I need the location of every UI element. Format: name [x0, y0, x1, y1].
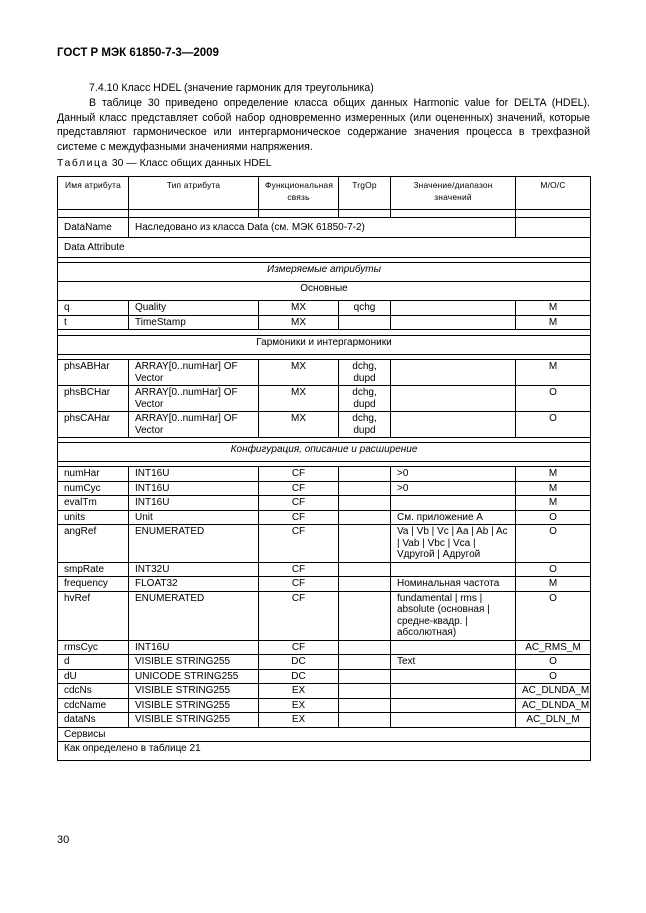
cell: AC_RMS_M [516, 640, 591, 655]
cell [391, 684, 516, 699]
cell: Va | Vb | Vc | Aa | Ab | Ac | Vab | Vbc | Vca | Vдругой | Aдругой [391, 525, 516, 563]
col-header: Имя атрибута [58, 177, 129, 210]
table-row [58, 481, 591, 496]
table-row [58, 412, 591, 438]
table-row [58, 301, 591, 316]
cell: ARRAY[0..numHar] OF Vector [129, 360, 259, 386]
cell: Номинальная частота [391, 577, 516, 592]
cell: cdcName [58, 698, 129, 713]
cell: AC_DLNDA_M [516, 684, 591, 699]
cell: phsBCHar [58, 386, 129, 412]
cell [391, 360, 516, 386]
cell [339, 562, 391, 577]
cell: Text [391, 655, 516, 670]
cell: phsABHar [58, 360, 129, 386]
cell [339, 525, 391, 563]
cell: dchg, dupd [339, 386, 391, 412]
cell [339, 669, 391, 684]
cell: M [516, 577, 591, 592]
cell: CF [259, 577, 339, 592]
cell: O [516, 510, 591, 525]
cell: O [516, 412, 591, 438]
caption-text: 30 — Класс общих данных HDEL [111, 158, 272, 169]
cell: ENUMERATED [129, 525, 259, 563]
cell: d [58, 655, 129, 670]
table-row [58, 577, 591, 592]
section-basic: Основные [58, 282, 591, 301]
cell [339, 577, 391, 592]
cell [391, 640, 516, 655]
cell: MX [259, 386, 339, 412]
cell [339, 315, 391, 330]
cell: DC [259, 669, 339, 684]
cell: M [516, 481, 591, 496]
cell: frequency [58, 577, 129, 592]
table-row [58, 713, 591, 728]
cell: CF [259, 640, 339, 655]
table-row [58, 525, 591, 563]
cell [339, 496, 391, 511]
table-row [58, 315, 591, 330]
cell: >0 [391, 467, 516, 482]
caption-label: Таблица [57, 158, 109, 169]
cell: O [516, 655, 591, 670]
table-row [58, 467, 591, 482]
cell [391, 386, 516, 412]
cell: dchg, dupd [339, 360, 391, 386]
cell: EX [259, 713, 339, 728]
cell: O [516, 591, 591, 640]
table-row [58, 684, 591, 699]
cell: ARRAY[0..numHar] OF Vector [129, 412, 259, 438]
cell: VISIBLE STRING255 [129, 655, 259, 670]
cell: dchg, dupd [339, 412, 391, 438]
col-header: Значение/диапазон значений [391, 177, 516, 210]
cell: M [516, 315, 591, 330]
cell: VISIBLE STRING255 [129, 713, 259, 728]
table-row [58, 360, 591, 386]
cell [516, 218, 591, 238]
cell: cdcNs [58, 684, 129, 699]
table-row [58, 386, 591, 412]
cell: ENUMERATED [129, 591, 259, 640]
col-header: Функциональная связь [259, 177, 339, 210]
cell: M [516, 467, 591, 482]
cell: CF [259, 467, 339, 482]
cell [339, 698, 391, 713]
cell [339, 467, 391, 482]
cell: AC_DLN_M [516, 713, 591, 728]
cell: M [516, 360, 591, 386]
cell: Unit [129, 510, 259, 525]
cell [339, 640, 391, 655]
cell: INT32U [129, 562, 259, 577]
cell [391, 713, 516, 728]
cell [391, 669, 516, 684]
cell: CF [259, 481, 339, 496]
cell: hvRef [58, 591, 129, 640]
cell: Quality [129, 301, 259, 316]
col-header: M/O/C [516, 177, 591, 210]
cell: DataName [58, 218, 129, 238]
cell: VISIBLE STRING255 [129, 684, 259, 699]
col-header: TrgOp [339, 177, 391, 210]
table-row [58, 655, 591, 670]
cell: AC_DLNDA_M [516, 698, 591, 713]
cell: phsCAHar [58, 412, 129, 438]
table-row [58, 698, 591, 713]
dataname-row [58, 218, 591, 238]
table-row [58, 669, 591, 684]
cell: INT16U [129, 496, 259, 511]
table-row [58, 496, 591, 511]
cell [391, 412, 516, 438]
cell [339, 684, 391, 699]
cell: units [58, 510, 129, 525]
cell: CF [259, 525, 339, 563]
cell: O [516, 525, 591, 563]
cell [391, 315, 516, 330]
cell [339, 655, 391, 670]
cell: INT16U [129, 640, 259, 655]
cell: O [516, 386, 591, 412]
section-text: В таблице 30 приведено определение класса общих данных Harmonic value for DELTA (HDEL). Данный класс представляет собой набор одновременно измеренных (или оцененных) значений, которые представляют гармоническое или интергармоническое содержание значения процесса в трехфазной системе с междуфазными значениями напряжения. [57, 97, 590, 153]
data-attribute-label: Data Attribute [58, 238, 591, 258]
cell: MX [259, 301, 339, 316]
cell: dataNs [58, 713, 129, 728]
cell [391, 562, 516, 577]
hdel-table [57, 176, 591, 761]
cell: O [516, 562, 591, 577]
cell [339, 481, 391, 496]
cell: DC [259, 655, 339, 670]
cell: CF [259, 496, 339, 511]
cell [391, 698, 516, 713]
table-row [58, 510, 591, 525]
cell: CF [259, 562, 339, 577]
cell: MX [259, 412, 339, 438]
cell: INT16U [129, 467, 259, 482]
section-harmonics: Гармоники и интергармоники [58, 336, 591, 355]
cell: FLOAT32 [129, 577, 259, 592]
services-text: Как определено в таблице 21 [58, 742, 591, 761]
section-config: Конфигурация, описание и расширение [58, 443, 591, 462]
cell: UNICODE STRING255 [129, 669, 259, 684]
cell: t [58, 315, 129, 330]
cell: ARRAY[0..numHar] OF Vector [129, 386, 259, 412]
cell: dU [58, 669, 129, 684]
cell: fundamental | rms | absolute (основная | средне-квадр. | абсолютная) [391, 591, 516, 640]
col-header: Тип атрибута [129, 177, 259, 210]
cell: CF [259, 510, 339, 525]
section-heading: 7.4.10 Класс HDEL (значение гармоник для треугольника) [89, 82, 374, 94]
cell: EX [259, 698, 339, 713]
cell: q [58, 301, 129, 316]
document-header: ГОСТ Р МЭК 61850-7-3—2009 [57, 47, 219, 59]
cell: MX [259, 360, 339, 386]
cell: EX [259, 684, 339, 699]
table-caption [57, 158, 272, 169]
cell: evalTm [58, 496, 129, 511]
cell: smpRate [58, 562, 129, 577]
section-measured: Измеряемые атрибуты [58, 263, 591, 282]
cell [391, 496, 516, 511]
cell: MX [259, 315, 339, 330]
cell: M [516, 301, 591, 316]
cell [339, 510, 391, 525]
table-row [58, 562, 591, 577]
cell [339, 591, 391, 640]
cell: qchg [339, 301, 391, 316]
data-attribute-row [58, 238, 591, 258]
table-row [58, 640, 591, 655]
cell: numHar [58, 467, 129, 482]
cell: M [516, 496, 591, 511]
table-header-row [58, 177, 591, 210]
cell [391, 301, 516, 316]
cell: CF [259, 591, 339, 640]
cell: rmsCyc [58, 640, 129, 655]
cell: TimeStamp [129, 315, 259, 330]
cell: >0 [391, 481, 516, 496]
cell: INT16U [129, 481, 259, 496]
section-services: Сервисы [58, 727, 591, 742]
cell: VISIBLE STRING255 [129, 698, 259, 713]
spacer-row [58, 210, 591, 218]
cell [339, 713, 391, 728]
page-number: 30 [57, 834, 70, 846]
cell: Наследовано из класса Data (см. МЭК 61850-7-2) [129, 218, 516, 238]
cell: angRef [58, 525, 129, 563]
cell: numCyc [58, 481, 129, 496]
table-row [58, 591, 591, 640]
cell: См. приложение А [391, 510, 516, 525]
cell: O [516, 669, 591, 684]
